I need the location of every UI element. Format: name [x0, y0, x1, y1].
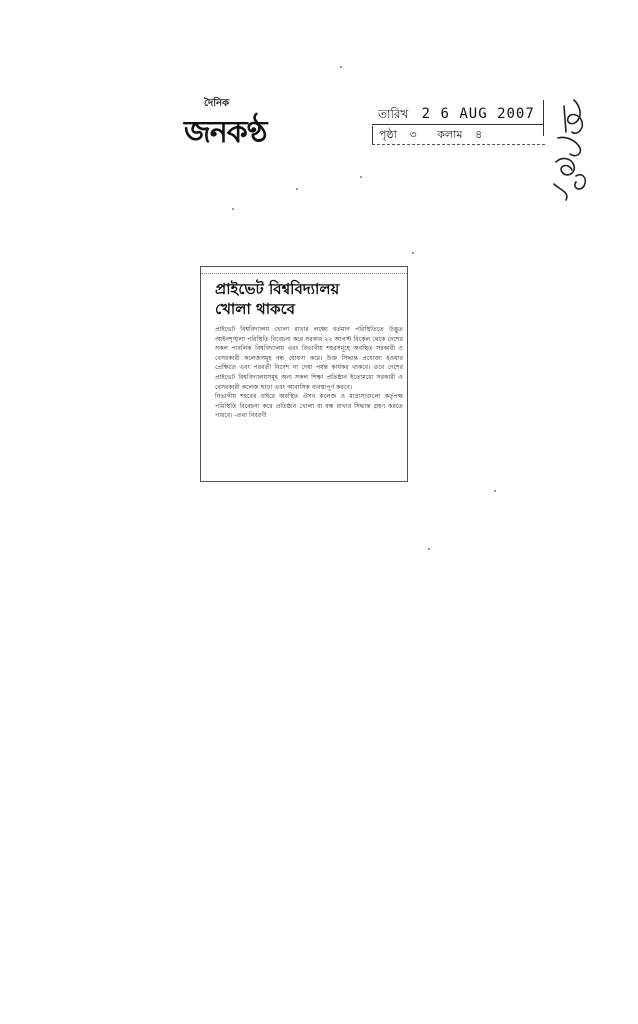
- scan-speck: [340, 66, 342, 68]
- stamp-date-row: [372, 106, 544, 125]
- scan-speck: [494, 490, 496, 492]
- scan-speck: [428, 548, 430, 550]
- stamp-page-row: [372, 126, 545, 145]
- stamp-date-value: 2 6 AUG 2007: [421, 106, 535, 122]
- stamp-page-value: ৩: [409, 128, 417, 141]
- scan-speck: [412, 252, 414, 254]
- news-clipping: [200, 266, 408, 482]
- clipping-paragraph-1: প্রাইভেট বিশ্ববিদ্যালয় খোলা রাখার লক্ষ্যে বর্তমান পরিস্থিতিতে উদ্ভূত আইনশৃঙ্খলা পরিস্থিতি বিবেচনা করে সরকার ২২ আগস্ট বিকেল থেকে দেশের সকল পাবলিক বিশ্ববিদ্যালয় এবং বিভাগীয় শহরসমূহে অবস্থিত সরকারী ও বেসরকারী কলেজসমূহ বন্ধ ঘোষণা করে। উক্ত সিদ্ধান্ত প্রযোজ্য হওয়ার প্রেক্ষিতে এবং পরবর্তী নির্দেশ না দেয়া পর্যন্ত কার্যকর থাকবে। তবে দেশের প্রাইভেট বিশ্ববিদ্যালয়সমূহ অন্য সকল শিক্ষা প্রতিষ্ঠান ইতোমধ্যে সরকারী ও বেসরকারী কলেজ ছাড়া এবং আবাসিক ব্যবস্থাপূর্ণ করবে।: [215, 326, 403, 391]
- scan-speck: [296, 188, 298, 190]
- clipping-headline: [215, 279, 403, 319]
- stamp-page-label: পৃষ্ঠা: [379, 128, 397, 141]
- scan-speck: [360, 176, 362, 178]
- stamp-column-label: কলাম: [437, 128, 463, 141]
- masthead-subtitle: দৈনিক: [204, 98, 230, 109]
- clipping-body: [215, 325, 403, 471]
- headline-line-2: খোলা থাকবে: [215, 300, 295, 318]
- date-stamp: [372, 100, 544, 148]
- headline-line-1: প্রাইভেট বিশ্ববিদ্যালয়: [215, 280, 340, 298]
- stamp-date-label: তারিখ: [378, 107, 409, 121]
- handwritten-annotation: [536, 92, 606, 208]
- newspaper-masthead: [184, 92, 314, 152]
- handwriting-scribble-icon: [536, 92, 606, 208]
- scan-speck: [232, 208, 234, 210]
- masthead-title: জনকণ্ঠ: [184, 115, 267, 150]
- clipping-paragraph-2: বিভাগীয় শহরের বাইরে অবস্থিত ঐসব কলেজ ও মাদ্রাসাগুলো কর্তৃপক্ষ পরিস্থিতি বিবেচনা করে প্রতিষ্ঠান খোলা বা বন্ধ রাখার সিদ্ধান্ত গ্রহণ করতে পারবে। -তথ্য বিবরণী: [215, 393, 403, 420]
- clipping-torn-edge: [201, 267, 407, 274]
- stamp-column-value: ৪: [475, 128, 483, 141]
